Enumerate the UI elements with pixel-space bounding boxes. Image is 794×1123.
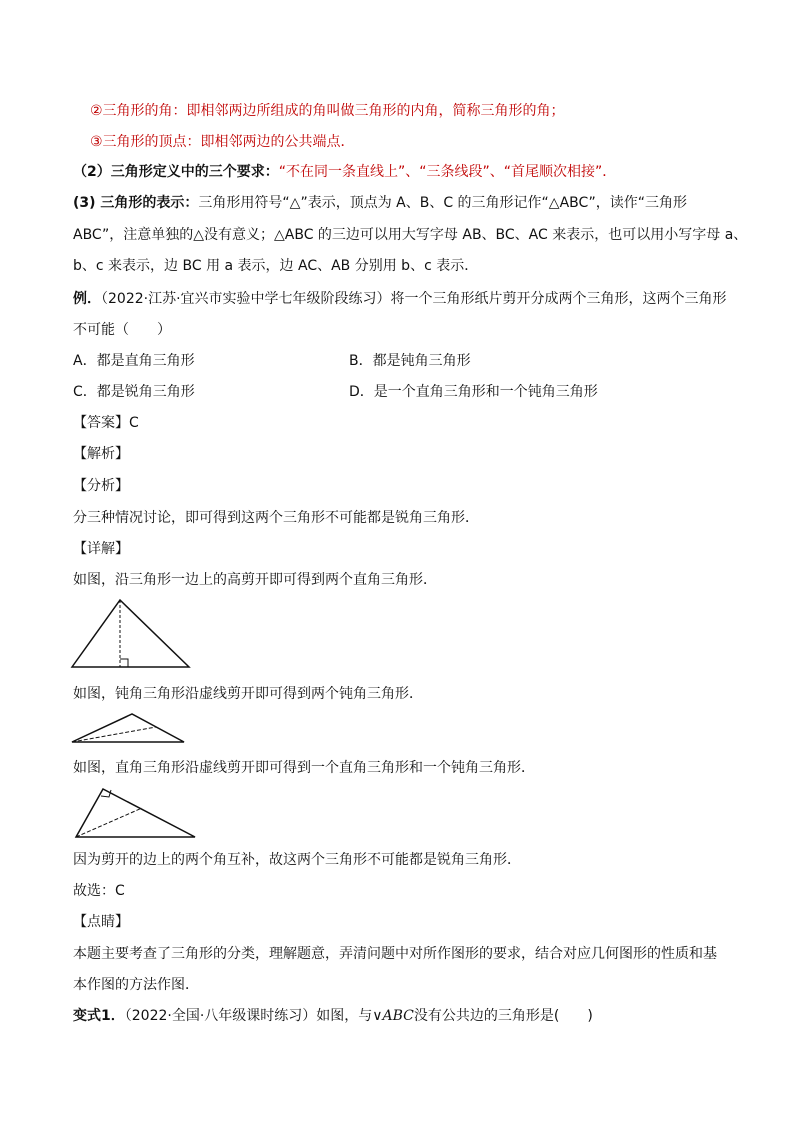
- comment-label: 【点睛】: [73, 914, 129, 930]
- def-requirements-head: （2）三角形定义中的三个要求：: [73, 164, 279, 180]
- fenxi-body: 分三种情况讨论，即可得到这两个三角形不可能都是锐角三角形．: [73, 510, 479, 526]
- detail-line-3: 如图，直角三角形沿虚线剪开即可得到一个直角三角形和一个钝角三角形．: [73, 760, 535, 776]
- option-b: B．都是钝角三角形: [349, 353, 471, 369]
- figure-obtuse-split: [70, 712, 186, 744]
- detail-line-4: 因为剪开的边上的两个角互补，故这两个三角形不可能都是锐角三角形．: [73, 852, 521, 868]
- def-notation: [73, 193, 687, 213]
- detail-line-2: 如图，钝角三角形沿虚线剪开即可得到两个钝角三角形．: [73, 686, 423, 702]
- option-a: A．都是直角三角形: [73, 353, 195, 369]
- def-requirements: [73, 162, 616, 182]
- example-question: [73, 289, 727, 309]
- def-vertex: ③三角形的顶点：即相邻两边的公共端点．: [90, 134, 355, 150]
- variant-text-post: 没有公共边的三角形是( ): [413, 1008, 593, 1024]
- option-d: D．是一个直角三角形和一个钝角三角形: [349, 384, 598, 400]
- def-notation-body: 三角形用符号“△”表示，顶点为 A、B、C 的三角形记作“△ABC”，读作“三角形: [198, 195, 688, 211]
- detail-label: 【详解】: [73, 541, 129, 557]
- variant-question: [73, 1006, 593, 1026]
- def-requirements-body: “不在同一条直线上”、“三条线段”、“首尾顺次相接”．: [278, 164, 617, 180]
- analysis-label: 【解析】: [73, 446, 129, 462]
- def-notation-line3: b、c 来表示，边 BC 用 a 表示，边 AC、AB 分别用 b、c 表示．: [73, 258, 479, 274]
- def-angle: ②三角形的角：即相邻两边所组成的角叫做三角形的内角，简称三角形的角；: [90, 103, 565, 119]
- comment-line-1: 本题主要考查了三角形的分类，理解题意，弄清问题中对所作图形的要求，结合对应几何图形的性质和基: [73, 946, 717, 962]
- example-question-cont: 不可能（ ）: [73, 322, 171, 338]
- def-notation-head: (3) 三角形的表示：: [73, 195, 199, 211]
- variant-label: 变式1．: [73, 1008, 125, 1024]
- figure-right-split: [70, 598, 192, 670]
- detail-line-1: 如图，沿三角形一边上的高剪开即可得到两个直角三角形．: [73, 572, 437, 588]
- comment-line-2: 本作图的方法作图．: [73, 977, 199, 993]
- example-label: 例．: [73, 291, 101, 307]
- def-notation-line2: ABC”，注意单独的△没有意义；△ABC 的三边可以用大写字母 AB、BC、AC 来表示，也可以用小写字母 a、: [73, 227, 748, 243]
- choose-answer: 故选：C: [73, 883, 125, 899]
- fenxi-label: 【分析】: [73, 478, 129, 494]
- variant-triangle-symbol: ∨ABC: [372, 1008, 414, 1024]
- figure-right-obtuse-split: [72, 786, 198, 840]
- variant-text-pre: （2022·全国·八年级课时练习）如图，与: [124, 1008, 373, 1024]
- answer-label: 【答案】C: [73, 415, 139, 431]
- option-c: C．都是锐角三角形: [73, 384, 195, 400]
- example-text: （2022·江苏·宜兴市实验中学七年级阶段练习）将一个三角形纸片剪开分成两个三角形，这两个三角形: [101, 291, 727, 307]
